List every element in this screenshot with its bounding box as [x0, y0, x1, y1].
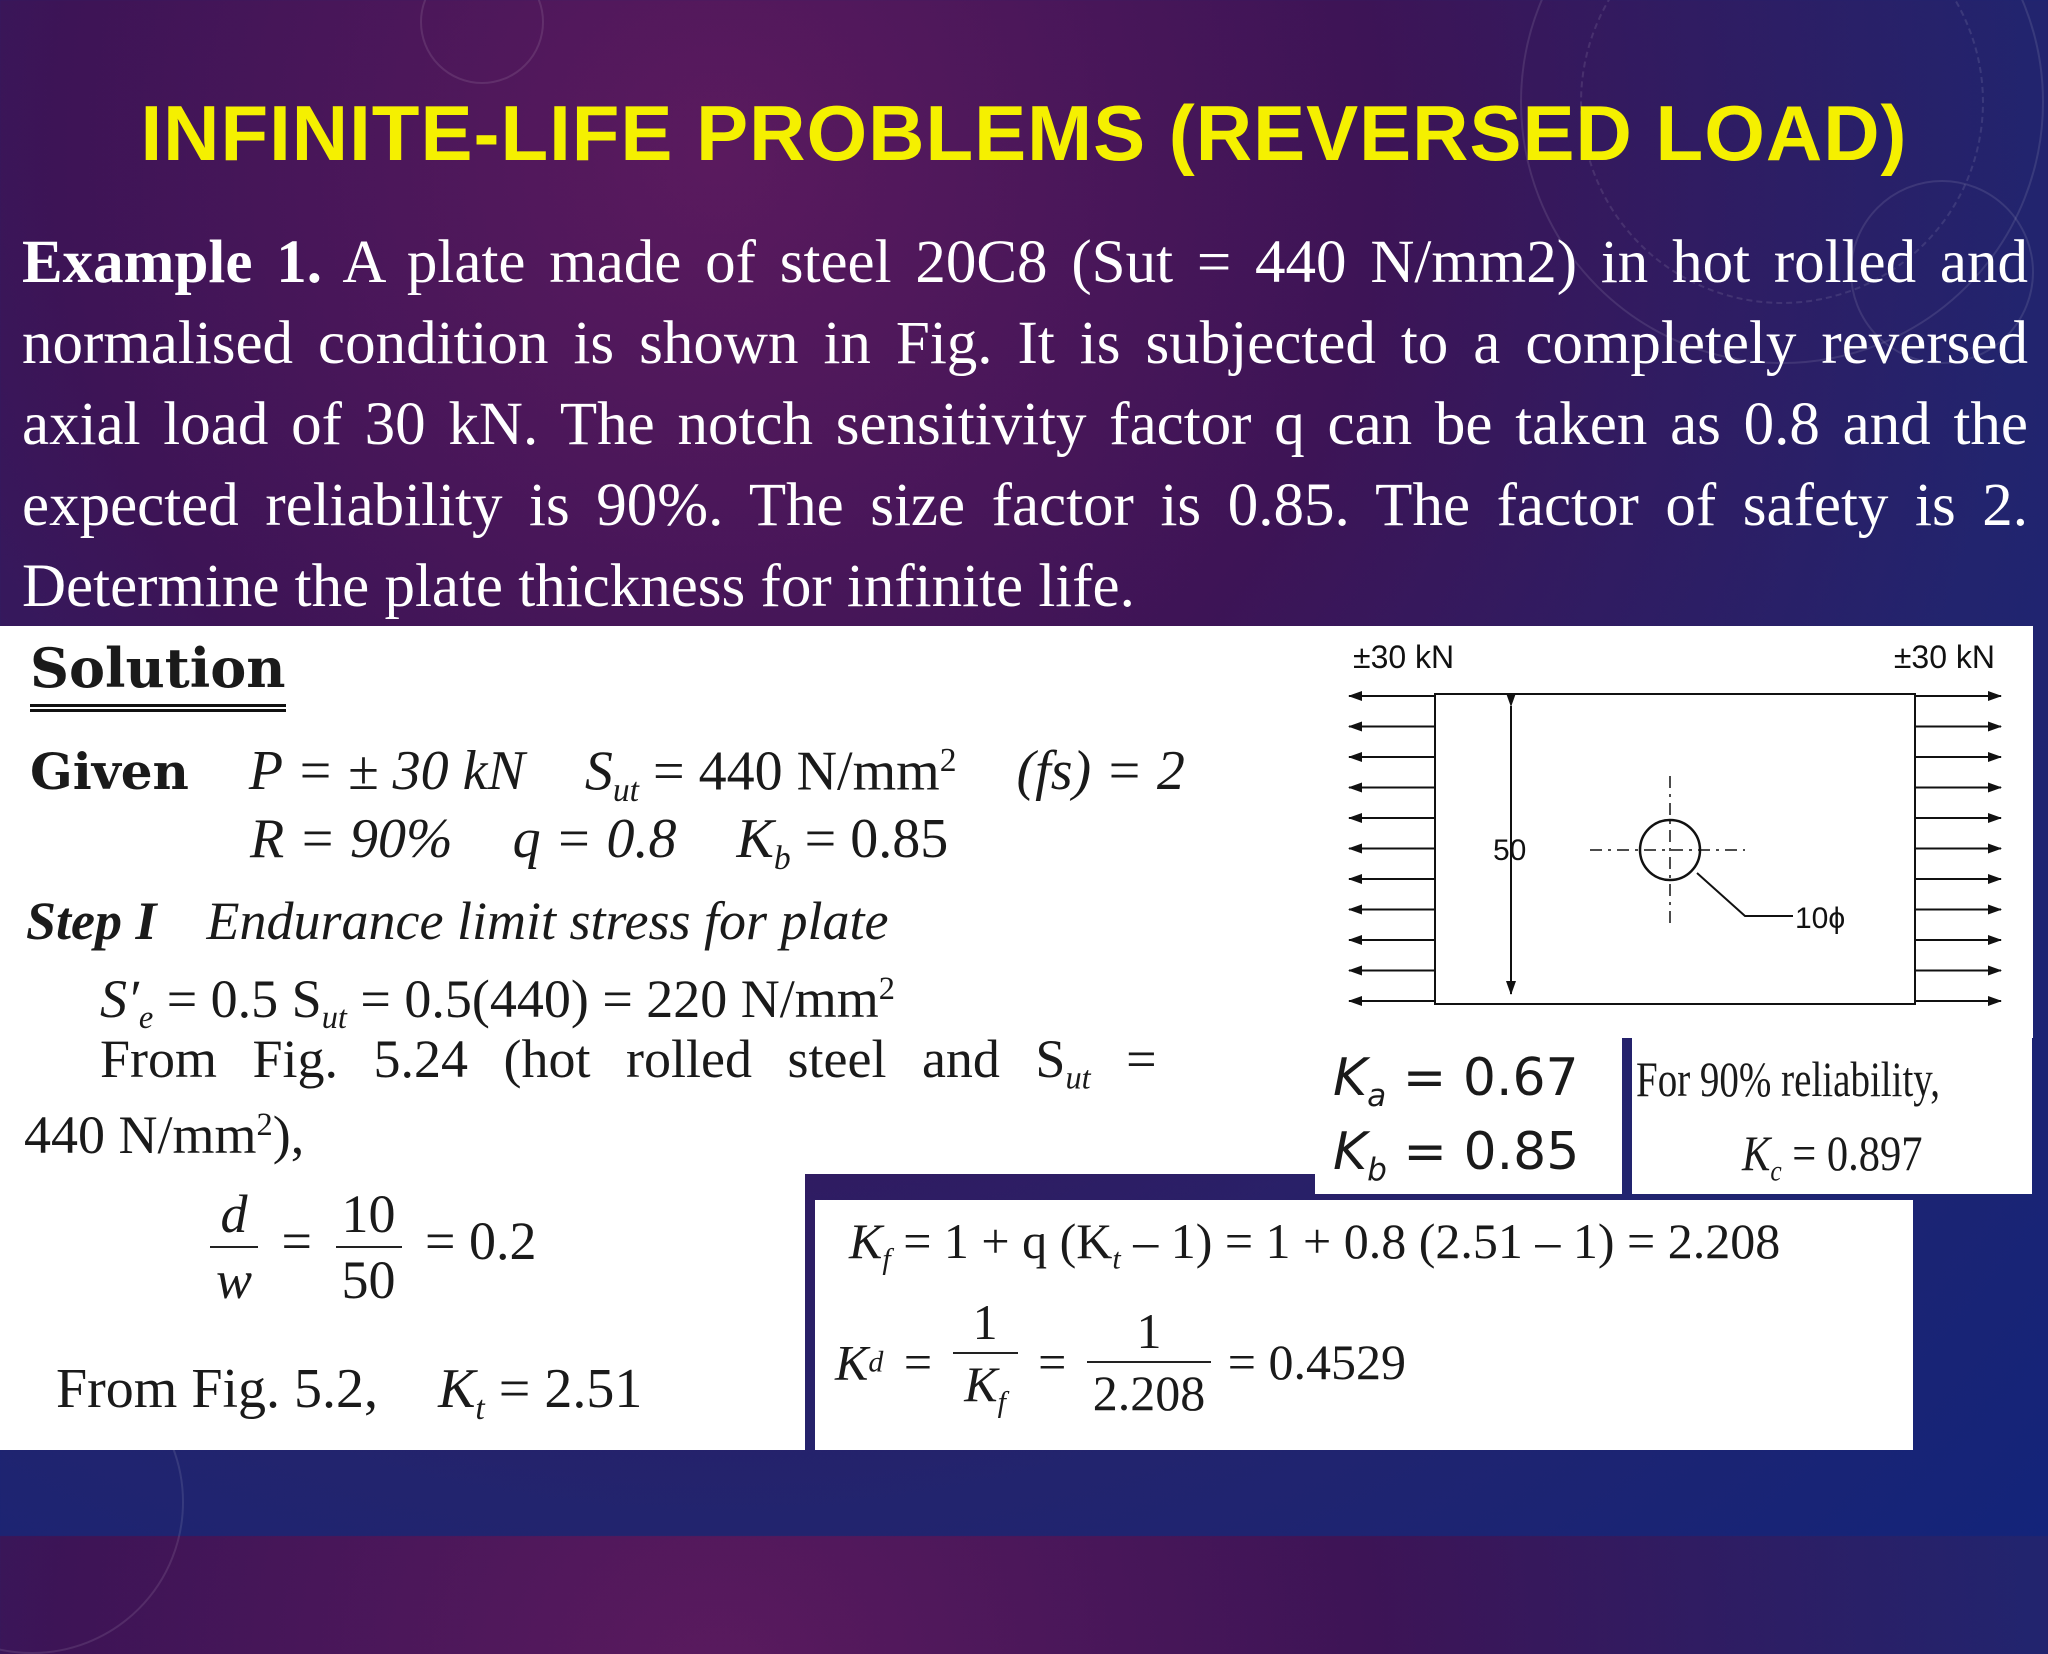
- kd-frac1-den-sym: K: [964, 1356, 998, 1412]
- kd-val: = 0.4529: [1227, 1334, 1406, 1391]
- step-label: Step I: [26, 891, 157, 951]
- given-sut-sub: ut: [612, 772, 639, 810]
- kd-eq-2: =: [1038, 1334, 1067, 1391]
- given-kb-sub: b: [773, 839, 791, 877]
- se-sub: e: [138, 1000, 154, 1037]
- given-kb-val: = 0.85: [790, 808, 949, 870]
- from-fig-2-tail: ),: [272, 1104, 305, 1165]
- given-line-2: [250, 804, 948, 894]
- d-over-w-panel: [0, 1174, 805, 1450]
- given-sut-sq: 2: [939, 742, 957, 779]
- kd-sym: K: [835, 1334, 869, 1391]
- ka-sub: a: [1367, 1077, 1387, 1114]
- left-load-arrows: [1349, 696, 1435, 1001]
- kb-sym: K: [1333, 1122, 1368, 1182]
- given-label: Given: [30, 742, 189, 802]
- given-r: R = 90%: [250, 808, 453, 870]
- kc-panel: [1632, 1038, 2032, 1194]
- dw-eq: =: [281, 1211, 312, 1272]
- se-val: = 0.5(440) = 220 N/mm: [346, 968, 879, 1029]
- ten-fifty-fraction: [336, 1182, 402, 1312]
- se-sq: 2: [878, 971, 895, 1007]
- dw-fraction: [210, 1182, 258, 1312]
- kc-line-2: [1742, 1120, 1923, 1205]
- kc-val: = 0.897: [1781, 1125, 1923, 1181]
- kf-kd-panel: [815, 1200, 1913, 1450]
- from-fig-2: 440 N/mm: [24, 1104, 257, 1165]
- given-q: q = 0.8: [512, 808, 677, 870]
- from-fig-text: From Fig. 5.24 (hot rolled steel and S: [100, 1029, 1066, 1089]
- from-fig-line-2: [24, 1092, 304, 1168]
- from-fig-sub: ut: [1065, 1060, 1091, 1097]
- kd-frac1-den-sub: f: [997, 1385, 1006, 1419]
- from-fig-2-sq: 2: [256, 1107, 273, 1143]
- solution-heading-text: Solution: [30, 636, 286, 700]
- hole-leader-line: [1697, 873, 1793, 916]
- load-left-label: ±30 kN: [1353, 639, 1455, 675]
- from-fig-eq: =: [1090, 1029, 1157, 1089]
- dw-result: = 0.2: [425, 1211, 537, 1272]
- kb-sub: b: [1367, 1151, 1387, 1188]
- hole-diameter-label: 10ϕ: [1795, 902, 1846, 935]
- given-fs: (fs) = 2: [1016, 740, 1185, 803]
- given-p: P = ± 30 kN: [248, 740, 525, 803]
- ka-kb-panel: [1315, 1038, 1622, 1194]
- solution-panel: [0, 626, 1315, 1174]
- se-sub2: ut: [321, 1000, 347, 1037]
- kt-sym: K: [438, 1358, 476, 1420]
- kd-eq-1: =: [903, 1334, 933, 1391]
- kt-from-fig: From Fig. 5.2,: [56, 1358, 379, 1420]
- kf-line: [849, 1210, 1780, 1291]
- kd-frac1-den: [953, 1354, 1018, 1433]
- kb-val: = 0.85: [1386, 1122, 1580, 1182]
- step-text: Endurance limit stress for plate: [206, 891, 889, 951]
- ten: 10: [336, 1182, 402, 1248]
- kd-frac1-num: 1: [953, 1292, 1018, 1354]
- example-text: A plate made of steel 20C8 (Sut = 440 N/mm2) in hot rolled and normalised condition is shown in Fig. It is subjected to a completely reversed axial load of 30 kN. The notch sensitivity factor q can be taken as 0.8 and the expected reliability is 90%. The size factor is 0.85. The factor of safety is 2. Determine the plate thickness for infinite life.: [22, 229, 2028, 620]
- se-mid: = 0.5 S: [153, 968, 322, 1029]
- decorative-ring: [420, 0, 544, 84]
- kd-fraction-2: [1087, 1301, 1212, 1423]
- given-sut-val: = 440 N/mm: [638, 740, 940, 803]
- kc-line-1: For 90% reliability,: [1636, 1051, 1941, 1107]
- kf-sub2: t: [1112, 1242, 1121, 1276]
- dw-equation: [210, 1182, 536, 1312]
- kf-sym: K: [849, 1213, 883, 1269]
- kt-sub: t: [475, 1389, 485, 1427]
- fifty: 50: [341, 1250, 396, 1310]
- kt-line: [56, 1354, 642, 1444]
- plate-figure-panel: [1315, 626, 2033, 1038]
- kc-sub: c: [1770, 1154, 1782, 1188]
- problem-statement: [22, 222, 2028, 627]
- kd-equation: [835, 1292, 1406, 1433]
- kd-frac2-num: 1: [1087, 1301, 1212, 1363]
- kf-val: – 1) = 1 + 0.8 (2.51 – 1) = 2.208: [1120, 1213, 1781, 1269]
- right-load-arrows: [1915, 696, 2001, 1001]
- kd-frac2-den: 2.208: [1092, 1365, 1206, 1422]
- kc-sym: K: [1742, 1125, 1771, 1181]
- se-sym: S′: [100, 968, 139, 1029]
- load-right-label: ±30 kN: [1893, 639, 1995, 675]
- ka-sym: K: [1333, 1048, 1368, 1108]
- plate-diagram: [1315, 626, 2033, 1038]
- kd-sub: d: [868, 1345, 884, 1379]
- kb-line: [1333, 1116, 1579, 1206]
- slide-title: INFINITE-LIFE PROBLEMS (REVERSED LOAD): [140, 89, 1908, 177]
- kt-val: = 2.51: [484, 1358, 643, 1420]
- kf-mid: = 1 + q (K: [890, 1213, 1113, 1269]
- given-kb-sym: K: [736, 808, 774, 870]
- step-line: [26, 888, 889, 954]
- kd-fraction-1: [953, 1292, 1018, 1433]
- ka-val: = 0.67: [1386, 1048, 1579, 1108]
- given-sut-sym: S: [584, 740, 613, 803]
- width-dimension-label: 50: [1493, 834, 1527, 867]
- kf-sub: f: [882, 1242, 891, 1276]
- example-label: Example 1.: [22, 229, 322, 296]
- dw-num: d: [210, 1182, 258, 1248]
- dw-den: w: [216, 1250, 253, 1310]
- solution-heading: [30, 636, 286, 712]
